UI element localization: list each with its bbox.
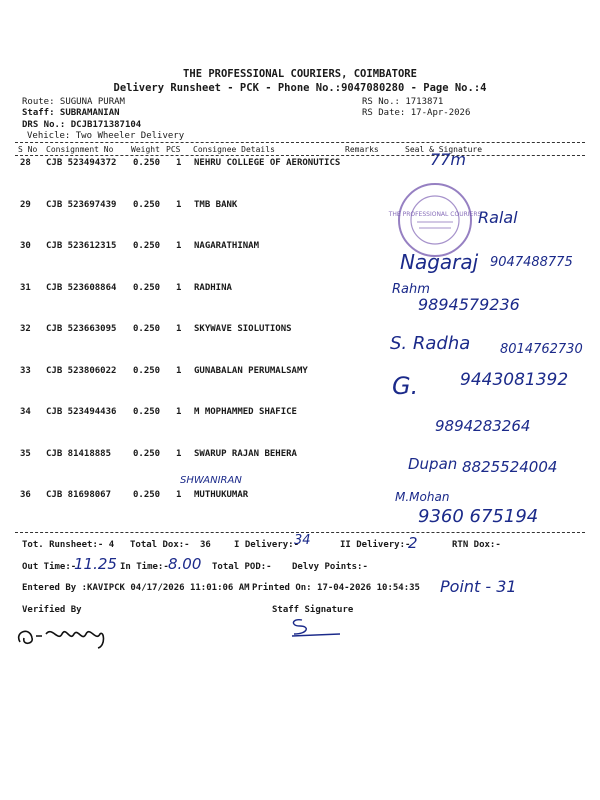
entered-by: Entered By :KAVIPCK 04/17/2026 11:01:06 AM [22, 583, 250, 593]
cell-consignee: SWARUP RAJAN BEHERA [194, 448, 297, 459]
rs-number: RS No.: 1713871 [362, 97, 444, 107]
out-time-value: 11.25 [74, 555, 117, 573]
phone-row-36: 9360 675194 [418, 506, 539, 527]
phone-row-31: 9894579236 [418, 295, 520, 314]
cell-consignee: M MOPHAMMED SHAFICE [194, 407, 297, 417]
cell-consignment: CJB 523697439 [46, 199, 117, 210]
verifier-signature [12, 612, 122, 652]
ii-delivery-value: 2 [408, 534, 418, 552]
phone-row-35: 8825524004 [462, 458, 558, 476]
col-remarks: Remarks [345, 145, 379, 154]
signature-row-33: G. [392, 372, 419, 400]
cell-pcs: 1 [176, 324, 182, 334]
header-bottom-rule [15, 155, 585, 156]
ii-delivery-label: II Delivery:- [340, 540, 411, 550]
in-time-label: In Time:- [120, 562, 169, 572]
verified-by-label: Verified By [22, 605, 82, 615]
cell-pcs: 1 [176, 490, 182, 500]
cell-pcs: 1 [176, 365, 182, 376]
cell-consignment: CJB 523612315 [46, 241, 117, 251]
signature-row-31: Rahm [392, 282, 430, 297]
cell-weight: 0.250 [133, 324, 161, 334]
col-consignment: Consignment No [46, 145, 114, 154]
signature-row-29: Ralal [478, 208, 518, 227]
cell-sno: 32 [20, 324, 31, 334]
drs-number: DRS No.: DCJB171387104 [22, 120, 142, 130]
signature-row-30: Nagaraj [400, 250, 479, 274]
phone-row-30: 9047488775 [490, 255, 573, 270]
col-weight: Weight [131, 145, 160, 154]
col-consignee: Consignee Details [193, 145, 275, 154]
cell-sno: 33 [20, 365, 31, 376]
phone-row-32: 8014762730 [500, 342, 583, 357]
cell-consignment: CJB 81418885 [46, 448, 112, 459]
cell-consignee: RADHINA [194, 282, 232, 293]
total-dox-value: 36 [200, 540, 211, 550]
cell-pcs: 1 [176, 448, 182, 459]
signature-row-28: 77m [430, 150, 466, 169]
cell-consignee: MUTHUKUMAR [194, 490, 249, 500]
cell-consignment: CJB 523494372 [46, 158, 117, 168]
staff-signature [282, 612, 352, 640]
i-delivery-value: 34 [294, 533, 311, 548]
cell-consignee: TMB BANK [194, 199, 238, 210]
i-delivery-label: I Delivery:- [234, 540, 300, 550]
cell-consignee: NAGARATHINAM [194, 241, 260, 251]
cell-weight: 0.250 [133, 241, 161, 251]
cell-weight: 0.250 [133, 365, 161, 376]
route-label: Route: SUGUNA PURAM [22, 97, 125, 107]
in-time-value: 8.00 [168, 555, 202, 573]
printed-on: Printed On: 17-04-2026 10:54:35 [252, 583, 420, 593]
cell-weight: 0.250 [133, 490, 161, 500]
signature-row-35: Dupan [408, 455, 458, 473]
staff-signature-label: Staff Signature [272, 605, 354, 615]
cell-pcs: 1 [176, 241, 182, 251]
vehicle-label: Vehicle: Two Wheeler Delivery [27, 131, 185, 141]
cell-consignee: NEHRU COLLEGE OF AERONUTICS [194, 158, 341, 168]
company-title: THE PROFESSIONAL COURIERS, COIMBATORE [183, 68, 417, 80]
cell-sno: 28 [20, 158, 31, 168]
point-note: Point - 31 [440, 577, 517, 596]
total-dox-label: Total Dox:- [130, 540, 190, 550]
note-row-35: SHWANIRAN [180, 475, 242, 486]
cell-consignment: CJB 523663095 [46, 324, 117, 334]
delvy-points-label: Delvy Points:- [292, 562, 368, 572]
cell-sno: 36 [20, 490, 31, 500]
cell-pcs: 1 [176, 282, 182, 293]
rs-date: RS Date: 17-Apr-2026 [362, 108, 471, 118]
cell-sno: 30 [20, 241, 31, 251]
rtn-dox-label: RTN Dox:- [452, 540, 501, 550]
cell-sno: 35 [20, 448, 31, 459]
phone-row-33: 9443081392 [460, 370, 569, 390]
staff-label: Staff: SUBRAMANIAN [22, 108, 120, 118]
cell-consignment: CJB 523494436 [46, 407, 117, 417]
cell-consignee: GUNABALAN PERUMALSAMY [194, 365, 308, 376]
cell-weight: 0.250 [133, 158, 161, 168]
cell-consignment: CJB 81698067 [46, 490, 112, 500]
cell-consignment: CJB 523806022 [46, 365, 117, 376]
cell-pcs: 1 [176, 407, 182, 417]
office-seal-stamp [388, 180, 482, 260]
cell-consignee: SKYWAVE SIOLUTIONS [194, 324, 292, 334]
signature-row-36: M.Mohan [395, 490, 450, 504]
signature-row-32: S. Radha [390, 333, 471, 354]
col-pcs: PCS [166, 145, 181, 154]
cell-pcs: 1 [176, 158, 182, 168]
cell-weight: 0.250 [133, 448, 161, 459]
cell-pcs: 1 [176, 199, 182, 210]
col-sno: S No [18, 145, 38, 154]
cell-sno: 29 [20, 199, 31, 210]
cell-weight: 0.250 [133, 407, 161, 417]
header-top-rule [15, 142, 585, 143]
cell-consignment: CJB 523608864 [46, 282, 117, 293]
out-time-label: Out Time:- [22, 562, 77, 572]
cell-weight: 0.250 [133, 282, 161, 293]
cell-sno: 31 [20, 282, 31, 293]
cell-sno: 34 [20, 407, 31, 417]
phone-row-34: 9894283264 [435, 417, 531, 435]
stamp-text: THE PROFESSIONAL COURIERS [388, 211, 482, 218]
col-seal-signature: Seal & Signature [405, 145, 483, 154]
cell-weight: 0.250 [133, 199, 161, 210]
tot-runsheet: Tot. Runsheet:- 4 [22, 540, 115, 550]
total-pod-label: Total POD:- [212, 562, 272, 572]
runsheet-subtitle: Delivery Runsheet - PCK - Phone No.:9047080280 - Page No.:4 [113, 82, 487, 94]
